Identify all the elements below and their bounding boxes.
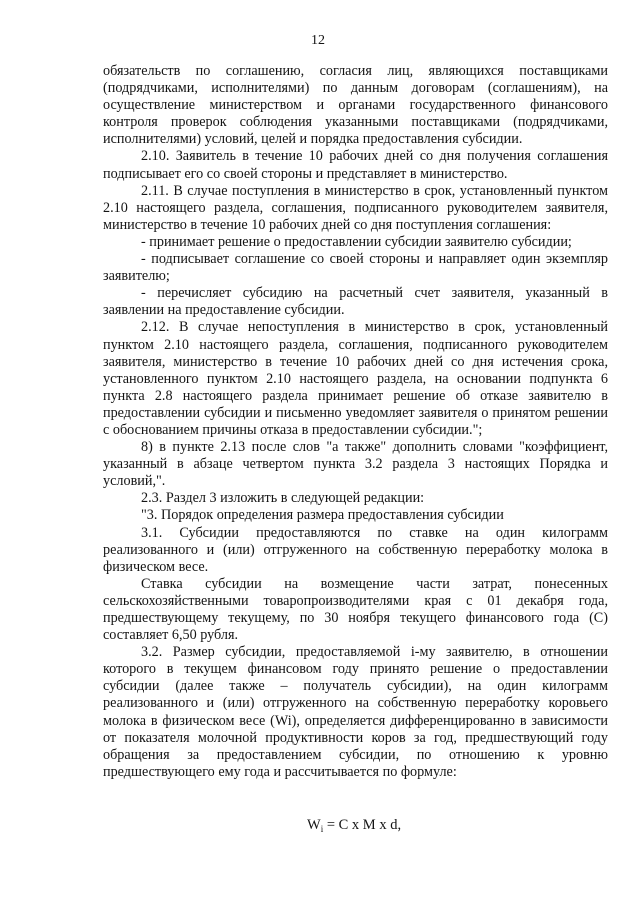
formula-rhs: = C x M x d, [323,817,402,833]
paragraph-2-10: 2.10. Заявитель в течение 10 рабочих дней со дня получения соглашения подписывает его со своей стороны и представляет в министерство. [103,148,608,182]
formula-lhs: W [307,817,321,833]
list-item-sign: - подписывает соглашение со своей стороны и направляет один экземпляр заявителю; [103,251,608,285]
page-number: 12 [311,33,325,48]
paragraph-3-2: 3.2. Размер субсидии, предоставляемой i-му заявителю, в отношении которого в текущем финансовом году принято решение о предоставлении субсидии (далее также – получатель субсидии), на один килограмм реализованного и (или) отгруженного на собственную переработку коровьего молока в физическом весе (Wi), определяется дифференцированно в зависимости от показателя молочной продуктивности коров за год, предшествующий году обращения за предоставлением субсидии, по отношению к уровню предшествующего ему года и рассчитывается по формуле: [103,644,608,780]
body-text [103,63,608,781]
formula-subscript: i [320,824,324,834]
list-item-decision: - принимает решение о предоставлении субсидии заявителю субсидии; [141,233,572,250]
paragraph-2-11: 2.11. В случае поступления в министерство в срок, установленный пунктом 2.10 настоящего раздела, соглашения, подписанного руководителем заявителя, министерство в течение 10 рабочих дней со дня поступления соглашения: [103,182,608,233]
paragraph-rate: Ставка субсидии на возмещение части затрат, понесенных сельскохозяйственными товаропроизводителями края с 01 декабря года, предшествующему текущему, по 30 ноября текущего финансового года (С) составляет 6,50 рубля. [103,575,608,644]
paragraph-2-12: 2.12. В случае непоступления в министерство в срок, установленный пунктом 2.10 настоящего раздела, соглашения, подписанного руководителем заявителя, министерство в течение 10 рабочих дней со дня истечения срока, установленного пунктом 2.10 настоящего раздела, на основании подпункта 6 пункта 2.8 настоящего раздела принимает решение об отказе заявителю в предоставлении субсидии и письменно уведомляет заявителя о принятом решении с обоснованием причины отказа в предоставлении субсидии."; [103,319,608,438]
paragraph-3-1: 3.1. Субсидии предоставляются по ставке на один килограмм реализованного и (или) отгруженного на собственную переработку молока в физическом весе. [103,524,608,575]
section-heading: "3. Порядок определения размера предоставления субсидии [141,507,504,524]
paragraph-2-3: 2.3. Раздел 3 изложить в следующей редакции: [141,490,425,507]
paragraph-item-8: 8) в пункте 2.13 после слов "а также" дополнить словами "коэффициент, указанный в абзаце четвертом пункта 3.2 раздела 3 настоящих Порядка и условий,". [103,439,608,490]
paragraph-continuation: обязательств по соглашению, согласия лиц, являющихся поставщиками (подрядчиками, исполнителями) по данным договорам (соглашениям), на осуществление министерством и органами государственного финансового контроля проверок соблюдения указанными поставщиками (подрядчиками, исполнителями) условий, целей и порядка предоставления субсидии. [103,63,608,148]
list-item-transfer: - перечисляет субсидию на расчетный счет заявителя, указанный в заявлении на предоставление субсидии. [103,285,608,319]
